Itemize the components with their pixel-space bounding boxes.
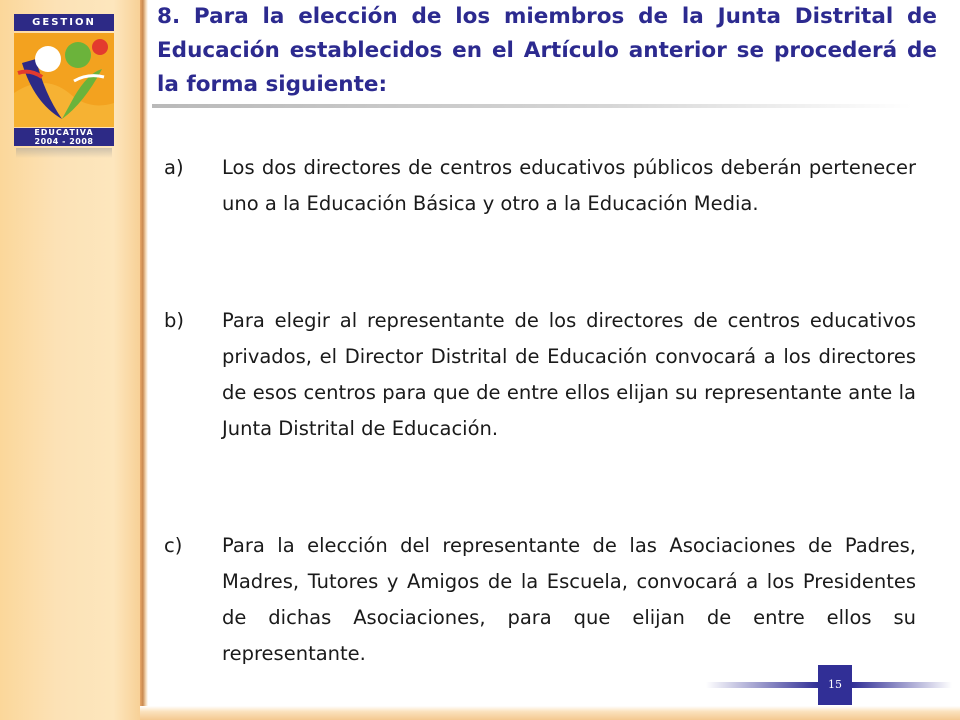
logo-bottom-block [14,128,114,146]
logo-bottom-text: EDUCATIVA [34,128,94,137]
logo-years: 2004 - 2008 [34,137,94,146]
list-item-marker: b) [164,309,184,332]
page-number: 15 [818,665,852,705]
gestion-educativa-logo [14,14,114,146]
bottom-decorative-band [140,706,960,720]
title-divider [152,104,912,108]
list-item-marker: c) [164,534,183,557]
logo-shadow [16,148,112,158]
logo-figures-icon [14,33,114,127]
page-number-bar-left [706,682,818,688]
list-item-text: Para la elección del representante de las Asociaciones de Padres, Madres, Tutores y Amigos de la Escuela, convocará a los Presidentes de dichas Asociaciones, para que elijan de entre ellos su representante. [222,534,916,665]
left-band-edge [140,0,148,720]
list-item-text: Los dos directores de centros educativos públicos deberán pertenecer uno a la Educación Básica y otro a la Educación Media. [222,156,916,215]
logo-top-text: GESTION [14,14,114,31]
list-item [164,528,916,672]
list-item-marker: a) [164,156,184,179]
page-number-bar-right [852,682,952,688]
slide-title: 8. Para la elección de los miembros de la Junta Distrital de Educación establecidos en el Artículo anterior se procederá de la forma siguiente: [157,4,937,97]
list-item-text: Para elegir al representante de los directores de centros educativos privados, el Director Distrital de Educación convocará a los directores de esos centros para que de entre ellos elijan su representante ante la Junta Distrital de Educación. [222,309,916,440]
list-item [164,303,916,447]
list-item [164,150,916,222]
